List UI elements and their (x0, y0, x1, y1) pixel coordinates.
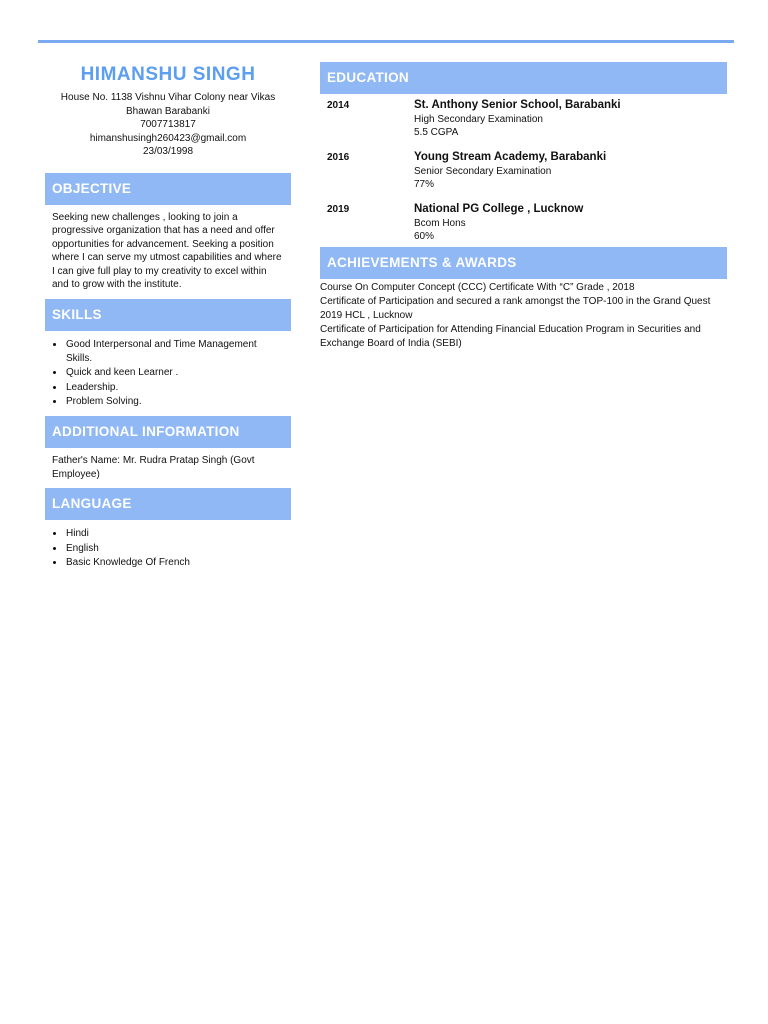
education-school: Young Stream Academy, Barabanki (414, 151, 607, 163)
skills-heading: SKILLS (45, 299, 291, 331)
additional-info-text: Father's Name: Mr. Rudra Pratap Singh (Govt Employee) (52, 455, 255, 480)
objective-text: Seeking new challenges , looking to join a progressive organization that has a need and offer opportunities for advancement. Seeking a position where I can serve my utmost capabilities and where I can give full play to my creativity to excel within and to grow with the institute. (52, 211, 282, 291)
list-item: English (52, 542, 284, 556)
education-year: 2019 (327, 204, 350, 215)
education-school: St. Anthony Senior School, Barabanki (414, 99, 621, 111)
list-item: Quick and keen Learner . (52, 366, 284, 380)
education-score: 60% (414, 231, 435, 242)
contact-block (45, 91, 291, 159)
list-item: Certificate of Participation for Attending Financial Education Program in Securities and Exchange Board of India (SEBI) (320, 324, 701, 349)
top-rule (38, 40, 734, 43)
list-item: Leadership. (52, 381, 284, 395)
education-entry (320, 150, 727, 191)
language-list (45, 520, 291, 570)
education-score: 5.5 CGPA (414, 127, 459, 138)
education-year: 2014 (327, 100, 350, 111)
address: House No. 1138 Vishnu Vihar Colony near Vikas Bhawan Barabanki (60, 92, 276, 117)
phone: 7007713817 (140, 119, 196, 130)
skills-list (45, 331, 291, 409)
list-item: Course On Computer Concept (CCC) Certificate With “C” Grade , 2018 (320, 282, 635, 293)
list-item: Certificate of Participation and secured a rank amongst the TOP-100 in the Grand Quest 2019 HCL , Lucknow (320, 296, 711, 321)
additional-info-heading: ADDITIONAL INFORMATION (45, 416, 291, 448)
education-course: High Secondary Examination (414, 114, 543, 125)
education-heading: EDUCATION (320, 62, 727, 94)
list-item: Hindi (52, 527, 284, 541)
education-school: National PG College , Lucknow (414, 203, 584, 215)
achievements-list (320, 279, 727, 351)
education-year: 2016 (327, 152, 350, 163)
achievements-heading: ACHIEVEMENTS & AWARDS (320, 247, 727, 279)
education-course: Bcom Hons (414, 218, 466, 229)
candidate-name: HIMANSHU SINGH (80, 64, 256, 85)
education-course: Senior Secondary Examination (414, 166, 552, 177)
list-item: Good Interpersonal and Time Management Skills. (52, 338, 284, 365)
objective-heading: OBJECTIVE (45, 173, 291, 205)
education-entry (320, 202, 727, 243)
education-score: 77% (414, 179, 435, 190)
right-column (320, 62, 727, 351)
date-of-birth: 23/03/1998 (142, 146, 194, 157)
language-heading: LANGUAGE (45, 488, 291, 520)
education-entry (320, 98, 727, 139)
email: himanshusingh260423@gmail.com (89, 132, 247, 144)
list-item: Basic Knowledge Of French (52, 556, 284, 570)
left-column (45, 62, 291, 571)
list-item: Problem Solving. (52, 395, 284, 409)
